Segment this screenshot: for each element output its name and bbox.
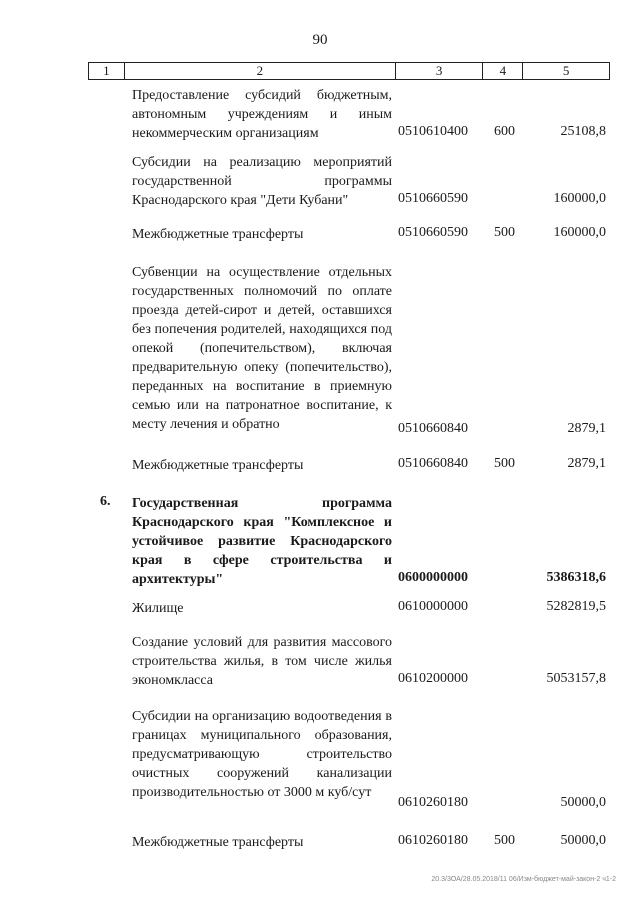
row-amount: 5053157,8 xyxy=(546,671,606,686)
page-number: 90 xyxy=(312,32,328,48)
row-code: 0600000000 xyxy=(398,570,468,585)
row-text: Субсидии на реализацию мероприятий государственной программы Краснодарского края "Дети Кубани" xyxy=(132,155,392,208)
row-code: 0510610400 xyxy=(398,124,468,139)
row-text: Создание условий для развития массового строительства жилья, в том числе жилья экономкласса xyxy=(132,635,392,688)
row-text: Межбюджетные трансферты xyxy=(132,458,304,473)
row-text: Жилище xyxy=(132,601,184,616)
row-code: 0510660840 xyxy=(398,421,468,436)
row-amount: 5386318,6 xyxy=(546,570,606,585)
table-header xyxy=(88,62,610,80)
row-number: 6. xyxy=(100,494,111,509)
row-text: Межбюджетные трансферты xyxy=(132,835,304,850)
row-code: 0610000000 xyxy=(398,599,468,614)
row-code: 0610260180 xyxy=(398,833,468,848)
header-col-1: 1 xyxy=(89,63,125,79)
row-amount: 160000,0 xyxy=(553,191,606,206)
row-vr: 600 xyxy=(494,124,515,139)
footer-note: 20.3/3ОА/28.05.2018/11 06/Изм-бюджет-май-закон-2 ч1-2 xyxy=(431,876,616,883)
header-col-3: 3 xyxy=(396,63,484,79)
row-amount: 50000,0 xyxy=(560,795,606,810)
row-amount: 2879,1 xyxy=(567,421,606,436)
row-code: 0610260180 xyxy=(398,795,468,810)
row-code: 0510660590 xyxy=(398,225,468,240)
row-amount: 160000,0 xyxy=(553,225,606,240)
row-amount: 25108,8 xyxy=(560,124,606,139)
row-vr: 500 xyxy=(494,456,515,471)
row-amount: 2879,1 xyxy=(567,456,606,471)
row-code: 0510660840 xyxy=(398,456,468,471)
row-text: Государственная программа Краснодарского края "Комплексное и устойчивое развитие Краснодарского края в сфере строительства и архитектуры" xyxy=(132,496,392,587)
row-code: 0610200000 xyxy=(398,671,468,686)
row-amount: 50000,0 xyxy=(560,833,606,848)
row-text: Субвенции на осуществление отдельных государственных полномочий по оплате проезда детей-сирот и детей, оставшихся без попечения родителей, находящихся под опекой (попечительством), включая предварительную опеку (попечительство), переданных на воспитание в приемную семью или на патронатное воспитание, к месту лечения и обратно xyxy=(132,265,392,432)
row-text: Межбюджетные трансферты xyxy=(132,227,304,242)
header-col-2: 2 xyxy=(125,63,396,79)
row-code: 0510660590 xyxy=(398,191,468,206)
row-text: Субсидии на организацию водоотведения в границах муниципального образования, предусматривающую строительство очистных сооружений канализации производительностью от 3000 м куб/сут xyxy=(132,709,392,800)
row-vr: 500 xyxy=(494,225,515,240)
row-vr: 500 xyxy=(494,833,515,848)
row-amount: 5282819,5 xyxy=(546,599,606,614)
row-text: Предоставление субсидий бюджетным, автономным учреждениям и иным некоммерческим организациям xyxy=(132,88,392,141)
header-col-5: 5 xyxy=(562,63,570,78)
header-col-4: 4 xyxy=(483,63,523,79)
